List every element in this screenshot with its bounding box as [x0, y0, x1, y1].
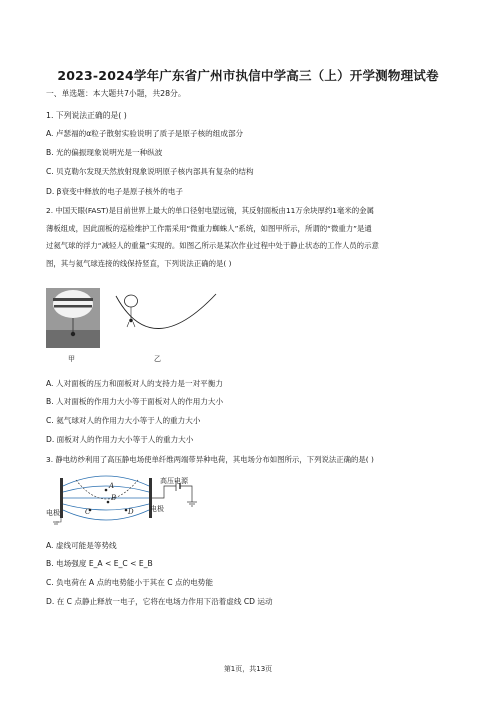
caption-yi: 乙 — [154, 355, 161, 363]
q1-option-c[interactable]: C. 贝克勒尔发现天然放射现象说明原子核内部具有复杂的结构 — [46, 167, 254, 176]
exam-title: 2023-2024学年广东省广州市执信中学高三（上）开学测物理试卷 — [57, 68, 439, 83]
q3-option-d[interactable]: D. 在 C 点静止释放一电子，它将在电场力作用下沿着虚线 CD 运动 — [46, 597, 273, 606]
q2-stem-line-1: 2. 中国天眼(FAST)是目前世界上最大的单口径射电望远镜，其反射面板由11万余块厚约1毫米的金属 — [46, 206, 374, 215]
q1-option-d[interactable]: D. β衰变中释放的电子是原子核外的电子 — [46, 187, 184, 196]
field-diagram — [46, 472, 216, 530]
q3-option-c[interactable]: C. 负电荷在 A 点的电势能小于其在 C 点的电势能 — [46, 578, 213, 587]
q2-stem-line-4: 图，其与氦气球连接的线保持竖直，下列说法正确的是( ) — [46, 258, 232, 268]
right-electrode-label: 电极 — [150, 505, 164, 513]
page-footer: 第1页，共13页 — [223, 665, 273, 673]
q1-option-b[interactable]: B. 光的偏振现象说明光是一种纵波 — [46, 148, 163, 157]
q2-stem-line-2: 薄板组成，因此面板的巡检维护工作需采用“微重力蜘蛛人”系统，如图甲所示，所谓的“微重力”是通 — [46, 223, 372, 233]
q2-option-a[interactable]: A. 人对面板的压力和面板对人的支持力是一对平衡力 — [46, 379, 223, 388]
caption-jia: 甲 — [68, 355, 75, 363]
point-d-label: D — [128, 508, 134, 516]
q1-stem: 1. 下列说法正确的是( ) — [46, 111, 127, 120]
figure-jia-photo — [46, 288, 100, 348]
q3-option-b[interactable]: B. 电场强度 E_A < E_C < E_B — [46, 559, 153, 568]
point-a-label: A — [109, 482, 115, 490]
q2-option-d[interactable]: D. 面板对人的作用力大小等于人的重力大小 — [46, 435, 194, 444]
left-electrode-label: 电极 — [46, 509, 60, 517]
figure-yi-diagram — [112, 290, 220, 352]
q2-option-c[interactable]: C. 氦气球对人的作用力大小等于人的重力大小 — [46, 416, 201, 425]
q2-stem — [46, 202, 458, 272]
q2-option-b[interactable]: B. 人对面板的作用力大小等于面板对人的作用力大小 — [46, 397, 224, 406]
balloon-photo-graphic — [46, 288, 100, 348]
q3-stem: 3. 静电纺纱利用了高压静电场使单纤维两端带异种电荷，其电场分布如图所示，下列说法正确的是( ) — [46, 455, 374, 464]
q2-stem-line-3: 过氦气球的浮力“减轻人的重量”实现的。如图乙所示是某次作业过程中处于静止状态的工作人员的示意 — [46, 241, 379, 251]
power-supply-label: 高压电源 — [160, 477, 188, 485]
section-header: 一、单选题：本大题共7小题，共28分。 — [46, 89, 186, 98]
q3-option-a[interactable]: A. 虚线可能是等势线 — [46, 541, 117, 550]
left-electrode — [60, 478, 63, 518]
point-b-label: B — [111, 494, 117, 502]
q1-option-a[interactable]: A. 卢瑟福的α粒子散射实验说明了质子是原子核的组成部分 — [46, 129, 244, 138]
point-c-label: C — [85, 508, 91, 516]
